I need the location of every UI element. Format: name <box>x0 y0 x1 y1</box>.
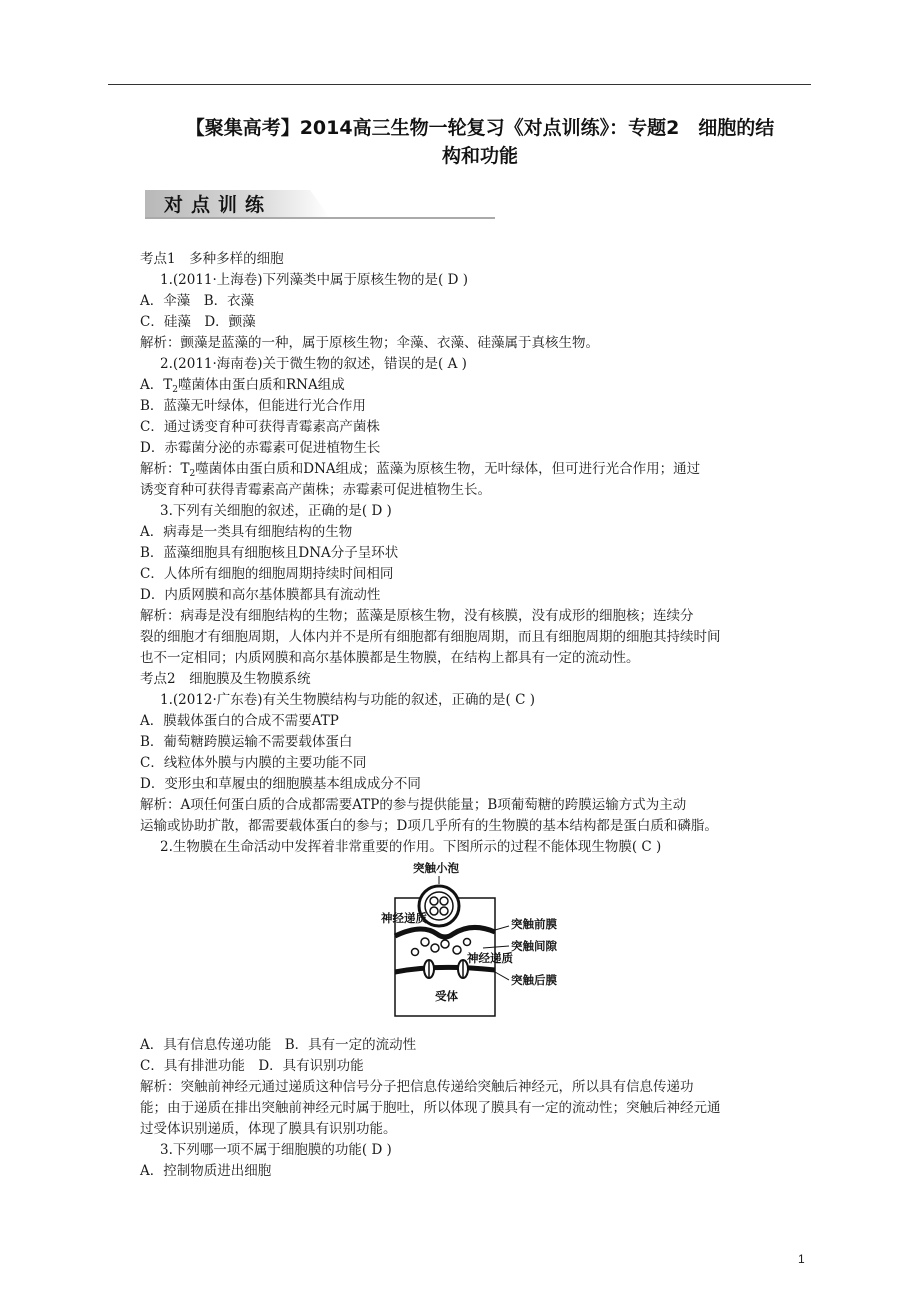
question-1-1: 1.(2011·上海卷)下列藻类中属于原核生物的是( D ) <box>160 272 469 288</box>
explanation-line: 解析：突触前神经元通过递质这种信号分子把信息传递给突触后神经元，所以具有信息传递功 <box>140 1079 694 1095</box>
section-badge-label: 对点训练 <box>164 194 273 216</box>
option-line: D．内质网膜和高尔基体膜都具有流动性 <box>140 587 381 603</box>
text-fragment: 噬菌体由蛋白质和RNA组成 <box>178 377 345 393</box>
explanation-line <box>140 459 700 479</box>
option-line: A．病毒是一类具有细胞结构的生物 <box>140 524 353 540</box>
header-rule <box>108 84 811 85</box>
label-synaptic-cleft: 突触间隙 <box>511 939 557 953</box>
label-postsynaptic-membrane: 突触后膜 <box>511 973 557 987</box>
option-line: C．具有排泄功能 D．具有识别功能 <box>140 1058 364 1074</box>
question-1-2: 2.(2011·海南卷)关于微生物的叙述，错误的是( A ) <box>160 356 467 372</box>
subscript: 2 <box>172 385 178 395</box>
option-line: C．人体所有细胞的细胞周期持续时间相同 <box>140 566 394 582</box>
subscript: 2 <box>189 469 196 479</box>
explanation-line: 也不一定相同；内质网膜和高尔基体膜都是生物膜，在结构上都具有一定的流动性。 <box>140 650 640 666</box>
option-line: B．葡萄糖跨膜运输不需要载体蛋白 <box>140 734 353 750</box>
text-fragment: 解析：T <box>140 461 190 477</box>
label-neurotransmitter-mid: 神经递质 <box>467 951 513 965</box>
label-presynaptic-membrane: 突触前膜 <box>511 917 557 931</box>
option-line: B．蓝藻无叶绿体，但能进行光合作用 <box>140 398 366 414</box>
page-title <box>140 114 820 170</box>
label-synaptic-vesicle: 突触小泡 <box>413 861 459 875</box>
explanation-line: 解析：A项任何蛋白质的合成都需要ATP的参与提供能量；B项葡萄糖的跨膜运输方式为主动 <box>140 797 687 813</box>
option-line: A．具有信息传递功能 B．具有一定的流动性 <box>140 1037 417 1053</box>
option-line: D．赤霉菌分泌的赤霉素可促进植物生长 <box>140 440 381 456</box>
explanation-line: 能；由于递质在排出突触前神经元时属于胞吐，所以体现了膜具有一定的流动性；突触后神经元通 <box>140 1100 721 1116</box>
option-line: A．伞藻 B．衣藻 <box>140 293 255 309</box>
topic-heading-1: 考点1 多种多样的细胞 <box>140 251 284 267</box>
option-line: D．变形虫和草履虫的细胞膜基本组成成分不同 <box>140 776 421 792</box>
question-2-3: 3.下列哪一项不属于细胞膜的功能( D ) <box>160 1142 392 1158</box>
label-receptor: 受体 <box>435 989 458 1003</box>
option-line: A．膜载体蛋白的合成不需要ATP <box>140 713 339 729</box>
explanation-line: 裂的细胞才有细胞周期，人体内并不是所有细胞都有细胞周期，而且有细胞周期的细胞其持续时间 <box>140 629 721 645</box>
explanation-line: 诱变育种可获得青霉素高产菌株；赤霉素可促进植物生长。 <box>140 482 491 498</box>
option-line: C．硅藻 D．颤藻 <box>140 314 256 330</box>
option-line: A．控制物质进出细胞 <box>140 1163 272 1179</box>
page-number: 1 <box>798 1252 805 1266</box>
option-line: C．线粒体外膜与内膜的主要功能不同 <box>140 755 367 771</box>
question-1-3: 3.下列有关细胞的叙述，正确的是( D ) <box>160 503 392 519</box>
topic-heading-2: 考点2 细胞膜及生物膜系统 <box>140 671 311 687</box>
option-line: C．通过诱变育种可获得青霉素高产菌株 <box>140 419 380 435</box>
option-line <box>140 375 345 395</box>
question-2-2: 2.生物膜在生命活动中发挥着非常重要的作用。下图所示的过程不能体现生物膜( C ) <box>160 839 662 855</box>
option-line: B．蓝藻细胞具有细胞核且DNA分子呈环状 <box>140 545 399 561</box>
label-neurotransmitter-top: 神经递质 <box>381 911 427 925</box>
explanation-line: 解析：颤藻是蓝藻的一种，属于原核生物；伞藻、衣藻、硅藻属于真核生物。 <box>140 335 599 351</box>
explanation-line: 运输或协助扩散，都需要载体蛋白的参与；D项几乎所有的生物膜的基本结构都是蛋白质和磷脂。 <box>140 818 718 834</box>
explanation-line: 解析：病毒是没有细胞结构的生物；蓝藻是原核生物，没有核膜，没有成形的细胞核；连续分 <box>140 608 694 624</box>
question-2-1: 1.(2012·广东卷)有关生物膜结构与功能的叙述，正确的是( C ) <box>160 692 536 708</box>
synapse-diagram <box>377 858 572 1018</box>
explanation-line: 过受体识别递质，体现了膜具有识别功能。 <box>140 1121 397 1137</box>
title-line-1: 【聚集高考】2014高三生物一轮复习《对点训练》：专题2 细胞的结 <box>185 117 775 139</box>
text-fragment: 噬菌体由蛋白质和DNA组成；蓝藻为原核生物，无叶绿体，但可进行光合作用；通过 <box>195 461 701 477</box>
text-fragment: A．T <box>140 377 173 393</box>
title-line-2: 构和功能 <box>441 145 518 167</box>
